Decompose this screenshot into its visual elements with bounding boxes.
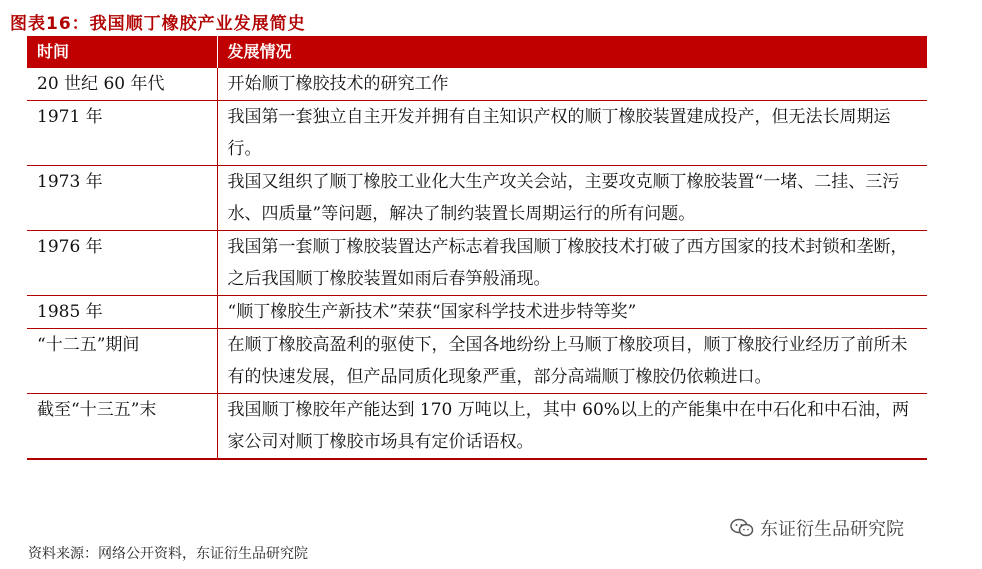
- row-description: 我国第一套顺丁橡胶装置达产标志着我国顺丁橡胶技术打破了西方国家的技术封锁和垄断，之后我国顺丁橡胶装置如雨后春笋般涌现。: [217, 231, 927, 296]
- row-time: 截至“十三五”末: [27, 394, 217, 460]
- header-time: 时间: [27, 36, 217, 68]
- wechat-icon: [730, 518, 754, 538]
- source-note: 资料来源：网络公开资料，东证衍生品研究院: [28, 546, 308, 562]
- watermark: [730, 515, 904, 541]
- table-row: [27, 101, 927, 166]
- row-description: “顺丁橡胶生产新技术”荣获“国家科学技术进步特等奖”: [217, 296, 927, 329]
- row-time: 20 世纪 60 年代: [27, 68, 217, 101]
- row-time: 1973 年: [27, 166, 217, 231]
- history-table: [27, 36, 927, 460]
- row-time: 1976 年: [27, 231, 217, 296]
- row-description: 我国第一套独立自主开发并拥有自主知识产权的顺丁橡胶装置建成投产，但无法长周期运行。: [217, 101, 927, 166]
- figure-title: 图表16：我国顺丁橡胶产业发展简史: [10, 14, 306, 34]
- row-time: 1971 年: [27, 101, 217, 166]
- table-row: [27, 166, 927, 231]
- header-development: 发展情况: [217, 36, 927, 68]
- table-row: [27, 296, 927, 329]
- row-time: 1985 年: [27, 296, 217, 329]
- table-header-row: [27, 36, 927, 68]
- row-description: 在顺丁橡胶高盈利的驱使下，全国各地纷纷上马顺丁橡胶项目，顺丁橡胶行业经历了前所未有的快速发展，但产品同质化现象严重，部分高端顺丁橡胶仍依赖进口。: [217, 329, 927, 394]
- table-row: [27, 329, 927, 394]
- table-row: [27, 231, 927, 296]
- table-row: [27, 68, 927, 101]
- row-description: 开始顺丁橡胶技术的研究工作: [217, 68, 927, 101]
- row-time: “十二五”期间: [27, 329, 217, 394]
- row-description: 我国顺丁橡胶年产能达到 170 万吨以上，其中 60%以上的产能集中在中石化和中石油，两家公司对顺丁橡胶市场具有定价话语权。: [217, 394, 927, 460]
- row-description: 我国又组织了顺丁橡胶工业化大生产攻关会站，主要攻克顺丁橡胶装置“一堵、二挂、三污水、四质量”等问题，解决了制约装置长周期运行的所有问题。: [217, 166, 927, 231]
- watermark-text: 东证衍生品研究院: [760, 519, 904, 540]
- table-row: [27, 394, 927, 460]
